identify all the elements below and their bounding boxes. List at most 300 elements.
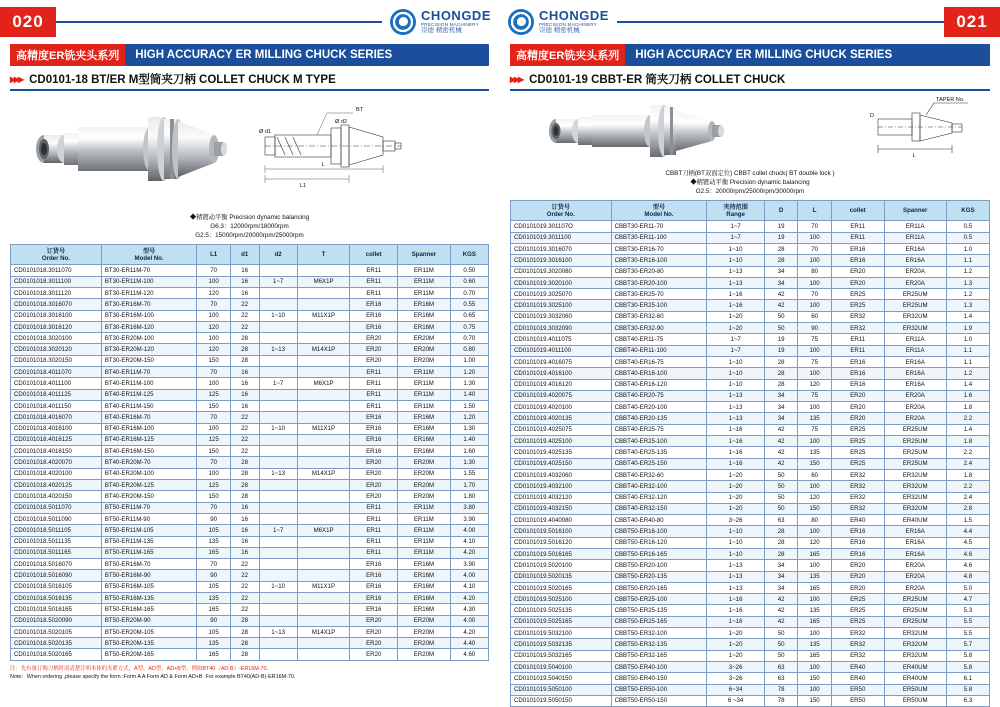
table-cell: ER11M [398,400,451,411]
table-cell: ER32UM [884,650,946,661]
table-row [11,446,489,457]
dim-label-taper: TAPER No. [936,97,965,103]
left-table-head [11,245,489,265]
table-cell: 1.3 [946,300,989,311]
table-cell: CD0101019.5025165 [511,616,612,627]
table-cell: ER20A [884,560,946,571]
table-cell: ER16 [831,243,884,254]
table-cell: BT40-ER11M-70 [101,367,197,378]
table-cell: ER11 [350,265,398,276]
table-cell: BT50-ER16M-90 [101,570,197,581]
table-cell: 90 [197,615,230,626]
table-cell: 22 [230,412,259,423]
table-cell: ER25UM [884,424,946,435]
table-cell: 1.2 [946,368,989,379]
table-cell: ER16 [350,604,398,615]
right-series-band [510,44,990,66]
table-cell: CD0101018.4016150 [11,446,102,457]
dim-label-d1: Ø d1 [259,129,272,135]
table-row [11,513,489,524]
table-cell: 125 [197,434,230,445]
table-cell: CD0101018.3011100 [11,276,102,287]
table-row [511,311,990,322]
table-cell: 105 [197,626,230,637]
table-cell: 42 [764,616,798,627]
table-row [11,378,489,389]
table-cell: 50 [764,628,798,639]
table-cell: ER20M [398,649,451,660]
table-cell: 16 [230,502,259,513]
table-cell: ER11A [884,345,946,356]
table-cell: 34 [764,390,798,401]
table-row [11,265,489,276]
col-kgs: KGS [450,245,488,265]
table-cell: ER16A [884,255,946,266]
table-row [511,424,990,435]
table-cell: CBBT50-ER16-120 [611,537,707,548]
table-row [511,413,990,424]
table-cell: 0.60 [450,276,488,287]
table-cell: 16 [230,367,259,378]
table-cell: CBBT50-ER16-100 [611,526,707,537]
table-cell: ER20 [831,413,884,424]
table-cell: BT50-ER16M-70 [101,559,197,570]
table-cell: ER25 [831,436,884,447]
table-cell: ER25 [831,594,884,605]
table-cell: BT40-ER20M-70 [101,457,197,468]
table-cell: CD0101019.5020135 [511,571,612,582]
table-cell: 1~10 [707,243,764,254]
table-row [511,695,990,706]
table-cell: 135 [197,638,230,649]
table-cell: 16 [230,513,259,524]
col-t: T [297,245,350,265]
table-cell: ER11A [884,334,946,345]
table-cell: 16 [230,400,259,411]
table-cell: 42 [764,436,798,447]
right-header-rule [617,7,944,37]
table-cell: 1~7 [259,378,297,389]
table-cell: ER16 [831,537,884,548]
table-cell: 1~13 [707,277,764,288]
table-cell: ER16 [350,299,398,310]
table-cell: 80 [798,515,832,526]
table-cell: BT30-ER11M-120 [101,287,197,298]
left-table-header-row [11,245,489,265]
table-row [511,582,990,593]
table-cell: ER16 [350,412,398,423]
table-cell: CD0101019.5016120 [511,537,612,548]
table-cell: 50 [764,650,798,661]
table-cell: 50 [764,481,798,492]
table-row [511,515,990,526]
table-cell: ER40UM [884,661,946,672]
table-cell: ER40UM [884,673,946,684]
table-row [11,626,489,637]
table-cell: 1.60 [450,446,488,457]
right-series-cn: 高精度ER铣夹头系列 [510,44,625,66]
dim-label-thread: BT [356,107,364,113]
left-header-rule [56,7,382,37]
table-cell: 3.90 [450,513,488,524]
table-cell: 1~16 [707,594,764,605]
table-cell [297,615,350,626]
table-cell: CBBT40-ER25-75 [611,424,707,435]
table-row [511,266,990,277]
table-cell: M11X1P [297,310,350,321]
left-figure-area [10,91,489,211]
table-row [11,321,489,332]
table-cell: 1.30 [450,457,488,468]
table-cell: 150 [197,400,230,411]
table-row [11,468,489,479]
table-cell [297,321,350,332]
table-cell: ER25UM [884,447,946,458]
table-cell: 2.8 [946,503,989,514]
table-cell [297,536,350,547]
table-cell: 1.4 [946,424,989,435]
table-row [511,628,990,639]
table-cell: 0.65 [450,310,488,321]
table-cell [297,434,350,445]
table-row [511,334,990,345]
table-cell: CD0101019.4020100 [511,402,612,413]
table-cell [259,536,297,547]
table-cell: 22 [230,559,259,570]
table-cell: 4.10 [450,581,488,592]
table-cell: ER32UM [884,628,946,639]
table-cell: 1.5 [946,515,989,526]
table-cell: ER11A [884,232,946,243]
table-row [511,458,990,469]
table-cell: 1~10 [707,255,764,266]
table-cell: 1~20 [707,469,764,480]
table-cell: CBBT40-ER20-100 [611,402,707,413]
table-cell: ER20A [884,266,946,277]
table-cell: 1~7 [707,334,764,345]
table-cell: CBBT30-ER25-100 [611,300,707,311]
table-cell: CD0101019.4040080 [511,515,612,526]
left-header [0,0,499,44]
table-row [511,447,990,458]
table-cell: 1~13 [259,626,297,637]
table-cell: 28 [230,333,259,344]
table-row [511,221,990,232]
right-page [500,0,1000,707]
table-cell: ER16M [398,570,451,581]
table-cell: 2.4 [946,492,989,503]
table-cell: ER11A [884,221,946,232]
table-cell: CD0101018.4020125 [11,480,102,491]
table-cell: 19 [764,221,798,232]
table-cell: ER20 [350,480,398,491]
chevron-right-icon: ▸▸▸ [510,72,523,86]
table-cell: CD0101018.3020100 [11,333,102,344]
table-cell: CD0101019.4016120 [511,379,612,390]
table-cell: ER16 [831,368,884,379]
table-cell: 75 [798,390,832,401]
table-cell [297,355,350,366]
table-cell: CD0101019.4032060 [511,469,612,480]
table-row [11,502,489,513]
table-cell: 22 [230,592,259,603]
table-cell: ER11 [350,547,398,558]
table-row [11,592,489,603]
table-cell: 1.0 [946,243,989,254]
table-cell: 165 [197,547,230,558]
right-model-title: CD0101-19 CBBT-ER 筒夹刀柄 COLLET CHUCK [529,74,786,86]
table-cell: 28 [230,468,259,479]
table-cell: BT40-ER11M-125 [101,389,197,400]
table-cell: CD0101018.5011165 [11,547,102,558]
table-cell: 1~20 [707,323,764,334]
right-product-photo [540,91,740,165]
table-cell: BT50-ER20M-90 [101,615,197,626]
table-cell: M14X1P [297,626,350,637]
table-cell: CD0101018.3020120 [11,344,102,355]
table-cell: CD0101019.5020165 [511,582,612,593]
table-cell: 1~10 [259,310,297,321]
table-cell: CBBT30-ER11-70 [611,221,707,232]
table-cell: BT50-ER11M-90 [101,513,197,524]
table-row [511,661,990,672]
table-cell: 125 [197,480,230,491]
table-cell: 100 [197,468,230,479]
table-cell: ER32 [831,323,884,334]
table-cell: 19 [764,345,798,356]
right-model-line [510,71,990,91]
table-cell: 6 ~34 [707,695,764,706]
company-logo-icon [508,9,534,35]
table-row [11,400,489,411]
dim-label-l1: L1 [299,183,307,189]
table-cell: ER11M [398,389,451,400]
table-cell: 1~16 [707,289,764,300]
table-cell: 100 [798,436,832,447]
table-cell: 1~20 [707,481,764,492]
table-cell: 22 [230,581,259,592]
table-cell [297,570,350,581]
table-cell: ER25 [831,447,884,458]
table-cell: 1.1 [946,345,989,356]
table-row [11,525,489,536]
table-cell: CBBT50-ER32-100 [611,628,707,639]
table-cell [297,480,350,491]
table-cell [297,389,350,400]
table-cell: ER16A [884,356,946,367]
table-cell: ER20M [398,344,451,355]
table-cell: CD0101019.3016070 [511,243,612,254]
table-row [511,503,990,514]
table-row [511,605,990,616]
table-cell [259,321,297,332]
right-note-1: ◆精镀动平衡 Precision dynamic balancing [690,179,810,187]
table-cell: ER50 [831,684,884,695]
table-cell: ER16 [831,548,884,559]
brand-name: CHONGDE [539,7,609,23]
left-notes [0,213,499,240]
table-cell: 1~7 [707,221,764,232]
table-row [11,412,489,423]
col-spanner: Spanner [884,201,946,221]
table-cell: ER32UM [884,323,946,334]
table-cell [259,649,297,660]
table-cell: 6~34 [707,684,764,695]
table-cell: 42 [764,594,798,605]
table-row [511,571,990,582]
table-cell [259,604,297,615]
table-cell: 34 [764,402,798,413]
table-row [11,615,489,626]
table-cell [297,265,350,276]
col-model-no: 型号 Model No. [101,245,197,265]
table-cell [259,592,297,603]
table-cell: 1~13 [259,344,297,355]
table-cell: 4.4 [946,526,989,537]
table-cell [259,615,297,626]
table-cell: 34 [764,266,798,277]
table-cell: 28 [764,368,798,379]
table-cell: 1.2 [946,266,989,277]
table-cell: 50 [764,469,798,480]
table-cell: BT30-ER20M-100 [101,333,197,344]
table-cell: ER40 [831,661,884,672]
table-cell: ER25 [831,300,884,311]
table-cell: 4.5 [946,537,989,548]
table-cell: CD0101019.5016100 [511,526,612,537]
table-cell: CD0101018.5020165 [11,649,102,660]
table-cell: CD0101018.5020135 [11,638,102,649]
table-cell: 165 [798,548,832,559]
table-cell: CD0101018.3011120 [11,287,102,298]
table-cell: 28 [764,356,798,367]
table-row [511,289,990,300]
table-cell: 75 [798,424,832,435]
table-cell: 3~26 [707,673,764,684]
table-cell: 5.8 [946,684,989,695]
table-cell: ER11 [350,536,398,547]
table-cell [259,570,297,581]
chevron-right-icon: ▸▸▸ [10,72,23,86]
table-cell: ER11M [398,536,451,547]
table-cell: 19 [764,334,798,345]
table-cell: 1~13 [707,413,764,424]
table-cell: CBBT50-ER25-100 [611,594,707,605]
table-cell [259,559,297,570]
table-cell: CBBT40-ER16-120 [611,379,707,390]
table-cell: 135 [197,536,230,547]
table-cell: BT30-ER20M-150 [101,355,197,366]
table-cell: 50 [764,323,798,334]
table-cell: ER16 [350,592,398,603]
left-series-band [10,44,489,66]
table-cell: ER20 [350,457,398,468]
table-cell: CD0101019.5025100 [511,594,612,605]
table-cell: 1.1 [946,356,989,367]
table-cell: BT40-ER20M-150 [101,491,197,502]
table-cell: 1~20 [707,639,764,650]
table-cell [297,649,350,660]
table-cell [259,491,297,502]
table-cell: CD0101018.5016135 [11,592,102,603]
col-range: 夹持范围 Range [707,201,764,221]
table-cell: ER16 [350,559,398,570]
table-cell: 2.4 [946,458,989,469]
table-cell: CBBT50-ER20-135 [611,571,707,582]
table-cell: ER16M [398,310,451,321]
left-series-en: HIGH ACCURACY ER MILLING CHUCK SERIES [135,49,393,61]
table-cell: 1~20 [707,492,764,503]
table-cell: ER20M [398,333,451,344]
table-cell: 100 [798,368,832,379]
brand-chinese: 崇德 精密机械 [421,27,462,35]
table-cell: ER20A [884,390,946,401]
table-cell: ER32UM [884,469,946,480]
table-cell: 28 [230,626,259,637]
table-cell: 1~16 [707,458,764,469]
table-cell: CD0101018.4016070 [11,412,102,423]
table-cell: BT50-ER16M-165 [101,604,197,615]
table-cell: 0.5 [946,221,989,232]
table-cell: 90 [197,570,230,581]
dim-label-l: L [912,153,916,159]
table-row [11,367,489,378]
table-cell: ER20M [398,480,451,491]
table-cell: CD0101019.5040100 [511,661,612,672]
table-cell: CBBT30-ER16-70 [611,243,707,254]
table-row [11,457,489,468]
table-cell: CD0101018.4011125 [11,389,102,400]
table-cell: 70 [798,289,832,300]
table-cell: ER16M [398,446,451,457]
table-cell: 1~7 [707,232,764,243]
table-cell: 1.55 [450,468,488,479]
table-cell: ER20 [831,390,884,401]
table-cell: 90 [798,323,832,334]
table-cell: CD0101019.4011100 [511,345,612,356]
table-cell: ER32UM [884,639,946,650]
table-row [511,390,990,401]
table-cell: ER20 [350,649,398,660]
table-cell: 4.30 [450,604,488,615]
table-cell: ER11M [398,367,451,378]
table-cell: CBBT40-ER20-135 [611,413,707,424]
brand-chinese: 崇德 精密机械 [539,27,580,35]
table-cell: M14X1P [297,468,350,479]
table-cell: ER20A [884,413,946,424]
right-table-body [511,221,990,707]
table-cell: 5.0 [946,582,989,593]
table-cell [297,367,350,378]
table-cell: CD0101018.4011070 [11,367,102,378]
table-cell: ER16 [350,581,398,592]
table-cell: ER11 [831,221,884,232]
table-cell: BT50-ER11M-70 [101,502,197,513]
table-cell: 2.2 [946,481,989,492]
table-cell: 5.8 [946,661,989,672]
table-cell: 1~20 [707,311,764,322]
table-cell: 1~16 [707,436,764,447]
table-cell: CD0101019.4020075 [511,390,612,401]
table-cell: 120 [197,287,230,298]
table-cell: ER16 [831,356,884,367]
table-cell: ER20 [350,333,398,344]
table-cell [297,513,350,524]
col-collet: collet [831,201,884,221]
table-cell: CD0101019.3025070 [511,289,612,300]
table-cell: 63 [764,515,798,526]
table-cell: 22 [230,321,259,332]
